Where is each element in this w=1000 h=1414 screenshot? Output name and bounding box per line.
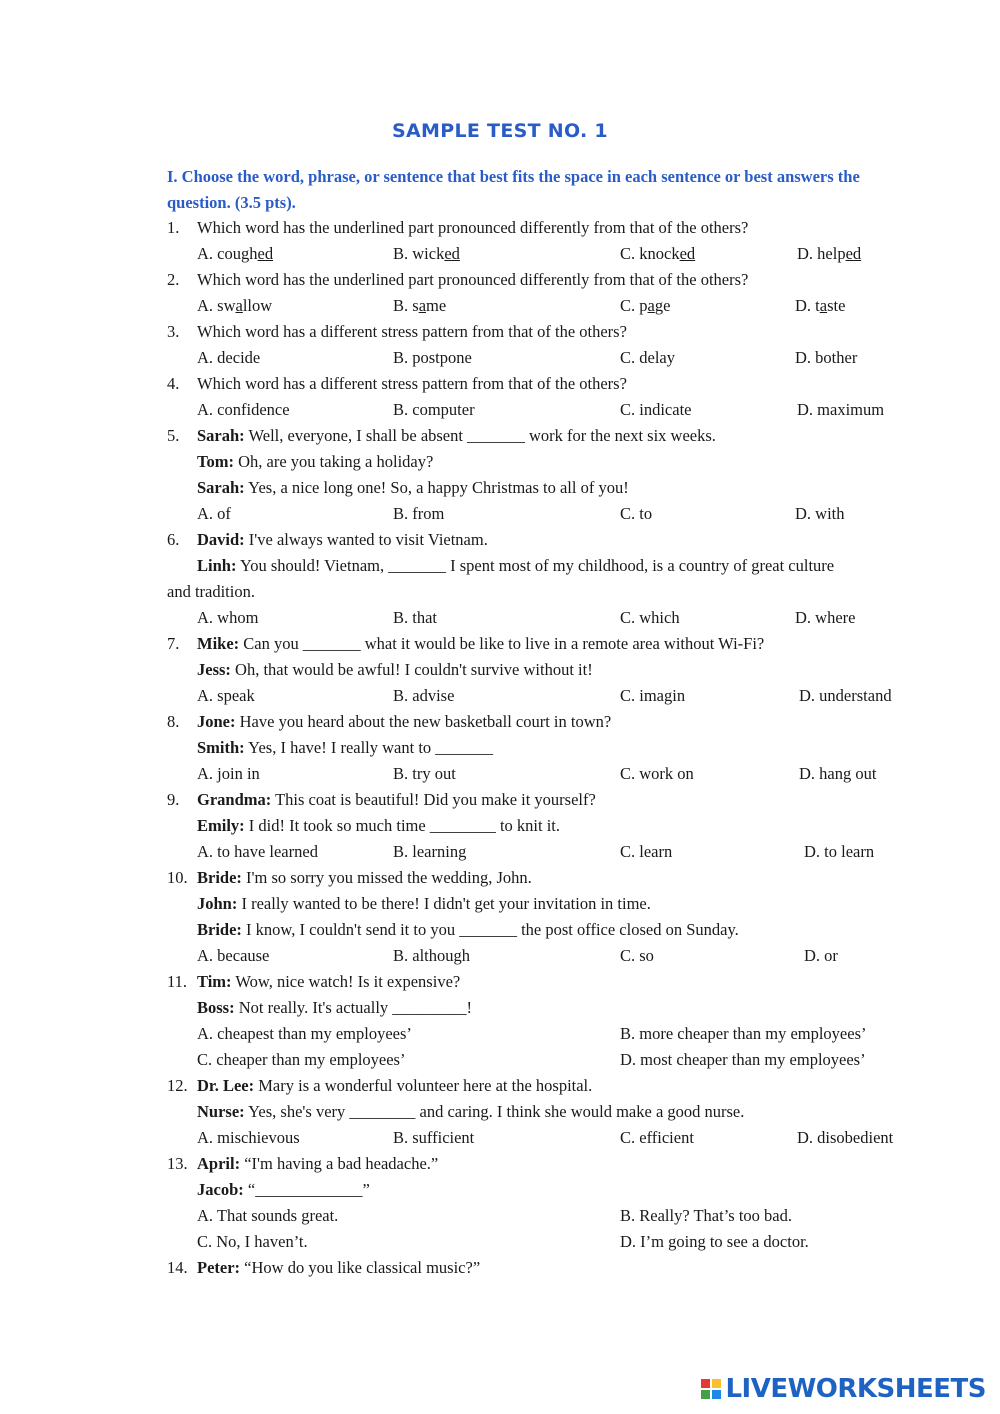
speaker-name: Sarah: [197,478,245,497]
speaker-name: Jone: [197,712,236,731]
question-14 [167,1255,912,1281]
speaker-name: Sarah: [197,426,245,445]
option-d[interactable]: D. to learn [804,842,875,861]
option-d[interactable]: D. hang out [799,764,877,783]
question-9 [167,787,912,813]
option-d[interactable]: D. most cheaper than my employees’ [620,1050,866,1069]
brand-name: LIVEWORKSHEETS [725,1374,986,1404]
question-number: 10. [167,868,188,887]
option-d[interactable]: D. helped [797,244,862,263]
dialogue-row [167,813,912,839]
options-row [167,605,912,631]
speaker-name: Tim: [197,972,232,991]
question-number: 1. [167,218,180,237]
option-c[interactable]: C. indicate [620,400,692,419]
dialogue-line: Emily: I did! It took so much time ________ to knit it. [197,816,560,835]
dialogue-row [167,449,912,475]
speaker-name: Boss: [197,998,235,1017]
question-stem: Which word has a different stress pattern from that of the others? [197,374,627,393]
options-row [167,761,912,787]
question-number: 4. [167,374,180,393]
option-c[interactable]: C. to [620,504,653,523]
speaker-name: Bride: [197,920,242,939]
option-b[interactable]: B. try out [393,764,456,783]
dialogue-line: John: I really wanted to be there! I didn't get your invitation in time. [197,894,651,913]
question-10 [167,865,912,891]
question-number: 2. [167,270,180,289]
question-number: 6. [167,530,180,549]
option-d[interactable]: D. maximum [797,400,885,419]
options-row [167,397,912,423]
dialogue-line: Nurse: Yes, she's very ________ and caring. I think she would make a good nurse. [197,1102,745,1121]
option-d[interactable]: D. with [795,504,845,523]
dialogue-line: Dr. Lee: Mary is a wonderful volunteer here at the hospital. [197,1076,593,1095]
options-row [167,1125,912,1151]
speaker-name: Linh: [197,556,237,575]
dialogue-line: Mike: Can you _______ what it would be like to live in a remote area without Wi-Fi? [197,634,765,653]
option-b[interactable]: B. postpone [393,348,472,367]
dialogue-line: Jone: Have you heard about the new basketball court in town? [197,712,612,731]
option-b[interactable]: B. more cheaper than my employees’ [620,1024,867,1043]
options-row [167,943,912,969]
speaker-name: Bride: [197,868,242,887]
speaker-name: Dr. Lee: [197,1076,255,1095]
dialogue-line: Tom: Oh, are you taking a holiday? [197,452,434,471]
speaker-name: Nurse: [197,1102,245,1121]
question-6 [167,527,912,553]
question-number: 7. [167,634,180,653]
speaker-name: Mike: [197,634,240,653]
dialogue-line: Peter: “How do you like classical music?” [197,1258,481,1277]
dialogue-row [167,917,912,943]
option-a[interactable]: A. mischievous [197,1128,300,1147]
option-b[interactable]: B. learning [393,842,467,861]
option-a[interactable]: A. whom [197,608,259,627]
options-row [167,1229,912,1255]
option-a[interactable]: A. decide [197,348,261,367]
question-number: 3. [167,322,180,341]
dialogue-row [167,553,912,579]
option-c[interactable]: C. knocked [620,244,696,263]
options-row [167,501,912,527]
option-c[interactable]: C. learn [620,842,673,861]
option-a[interactable]: A. to have learned [197,842,318,861]
dialogue-line: Bride: I'm so sorry you missed the wedding, John. [197,868,532,887]
option-a[interactable]: A. of [197,504,231,523]
speaker-name: Jess: [197,660,231,679]
dialogue-line: Jacob: “_____________” [197,1180,370,1199]
speaker-name: David: [197,530,245,549]
option-b[interactable]: B. sufficient [393,1128,475,1147]
speaker-name: John: [197,894,238,913]
dialogue-line: April: “I'm having a bad headache.” [197,1154,439,1173]
liveworksheets-footer[interactable] [701,1372,986,1406]
speaker-name: Peter: [197,1258,241,1277]
option-a[interactable]: A. confidence [197,400,290,419]
option-c[interactable]: C. work on [620,764,694,783]
option-b[interactable]: B. although [393,946,470,965]
options-row [167,1021,912,1047]
question-7 [167,631,912,657]
option-c[interactable]: C. which [620,608,680,627]
dialogue-line: Linh: You should! Vietnam, _______ I spent most of my childhood, is a country of great culture [197,556,835,575]
question-number: 14. [167,1258,188,1277]
question-number: 13. [167,1154,188,1173]
dialogue-line: Bride: I know, I couldn't send it to you _______ the post office closed on Sunday. [197,920,739,939]
options-row [167,683,912,709]
dialogue-row [167,1177,912,1203]
speaker-name: Smith: [197,738,245,757]
options-row [167,1047,912,1073]
option-b[interactable]: B. wicked [393,244,460,263]
option-c[interactable]: C. delay [620,348,675,367]
question-stem: Which word has the underlined part pronounced differently from that of the others? [197,270,749,289]
question-number: 5. [167,426,180,445]
question-stem: Which word has the underlined part pronounced differently from that of the others? [197,218,749,237]
option-c[interactable]: C. so [620,946,654,965]
dialogue-row [167,995,912,1021]
speaker-name: April: [197,1154,241,1173]
dialogue-line: Tim: Wow, nice watch! Is it expensive? [197,972,461,991]
option-d[interactable]: D. I’m going to see a doctor. [620,1232,809,1251]
option-b[interactable]: B. that [393,608,437,627]
dialogue-line: David: I've always wanted to visit Vietnam. [197,530,488,549]
dialogue-line: Sarah: Well, everyone, I shall be absent _______ work for the next six weeks. [197,426,716,445]
dialogue-row [167,579,912,605]
liveworksheets-logo-icon [701,1379,721,1399]
options-row [167,293,912,319]
dialogue-row [167,1099,912,1125]
options-row [167,345,912,371]
question-12 [167,1073,912,1099]
speaker-name: Tom: [197,452,234,471]
option-c[interactable]: C. page [620,296,671,315]
options-row [167,1203,912,1229]
dialogue-row [167,891,912,917]
option-a[interactable]: A. because [197,946,270,965]
dialogue-continuation: and tradition. [167,582,255,601]
speaker-name: Emily: [197,816,245,835]
speaker-name: Jacob: [197,1180,244,1199]
question-5 [167,423,912,449]
question-8 [167,709,912,735]
option-d[interactable]: D. or [804,946,838,965]
option-a[interactable]: A. That sounds great. [197,1206,339,1225]
page-title: SAMPLE TEST NO. 1 [392,120,608,142]
option-c[interactable]: C. No, I haven’t. [197,1232,308,1251]
speaker-name: Grandma: [197,790,272,809]
option-b[interactable]: B. same [393,296,447,315]
option-c[interactable]: C. cheaper than my employees’ [197,1050,406,1069]
dialogue-line: Grandma: This coat is beautiful! Did you make it yourself? [197,790,596,809]
option-a[interactable]: A. join in [197,764,260,783]
option-c[interactable]: C. imagin [620,686,686,705]
question-number: 11. [167,972,188,991]
question-11 [167,969,912,995]
option-d[interactable]: D. understand [799,686,892,705]
options-row [167,241,912,267]
dialogue-line: Sarah: Yes, a nice long one! So, a happy Christmas to all of you! [197,478,629,497]
option-a[interactable]: A. swallow [197,296,273,315]
option-a[interactable]: A. speak [197,686,255,705]
question-number: 8. [167,712,180,731]
dialogue-line: Jess: Oh, that would be awful! I couldn't survive without it! [197,660,593,679]
option-b[interactable]: B. computer [393,400,475,419]
option-b[interactable]: B. from [393,504,445,523]
option-b[interactable]: B. Really? That’s too bad. [620,1206,793,1225]
question-4 [167,371,912,397]
question-13 [167,1151,912,1177]
question-3 [167,319,912,345]
option-d[interactable]: D. disobedient [797,1128,894,1147]
dialogue-row [167,657,912,683]
question-stem: Which word has a different stress pattern from that of the others? [197,322,627,341]
options-row [167,839,912,865]
option-d[interactable]: D. where [795,608,856,627]
option-c[interactable]: C. efficient [620,1128,694,1147]
option-d[interactable]: D. taste [795,296,846,315]
option-b[interactable]: B. advise [393,686,455,705]
option-d[interactable]: D. bother [795,348,858,367]
questions [167,215,912,1281]
question-number: 12. [167,1076,188,1095]
question-2 [167,267,912,293]
question-1 [167,215,912,241]
dialogue-row [167,475,912,501]
dialogue-line: Smith: Yes, I have! I really want to _______ [197,738,494,757]
option-a[interactable]: A. coughed [197,244,274,263]
question-number: 9. [167,790,180,809]
dialogue-line: Boss: Not really. It's actually _________! [197,998,473,1017]
option-a[interactable]: A. cheapest than my employees’ [197,1024,412,1043]
section-instruction: I. Choose the word, phrase, or sentence that best fits the space in each sentence or best answers the question. (3.5 pts). [167,167,860,212]
dialogue-row [167,735,912,761]
